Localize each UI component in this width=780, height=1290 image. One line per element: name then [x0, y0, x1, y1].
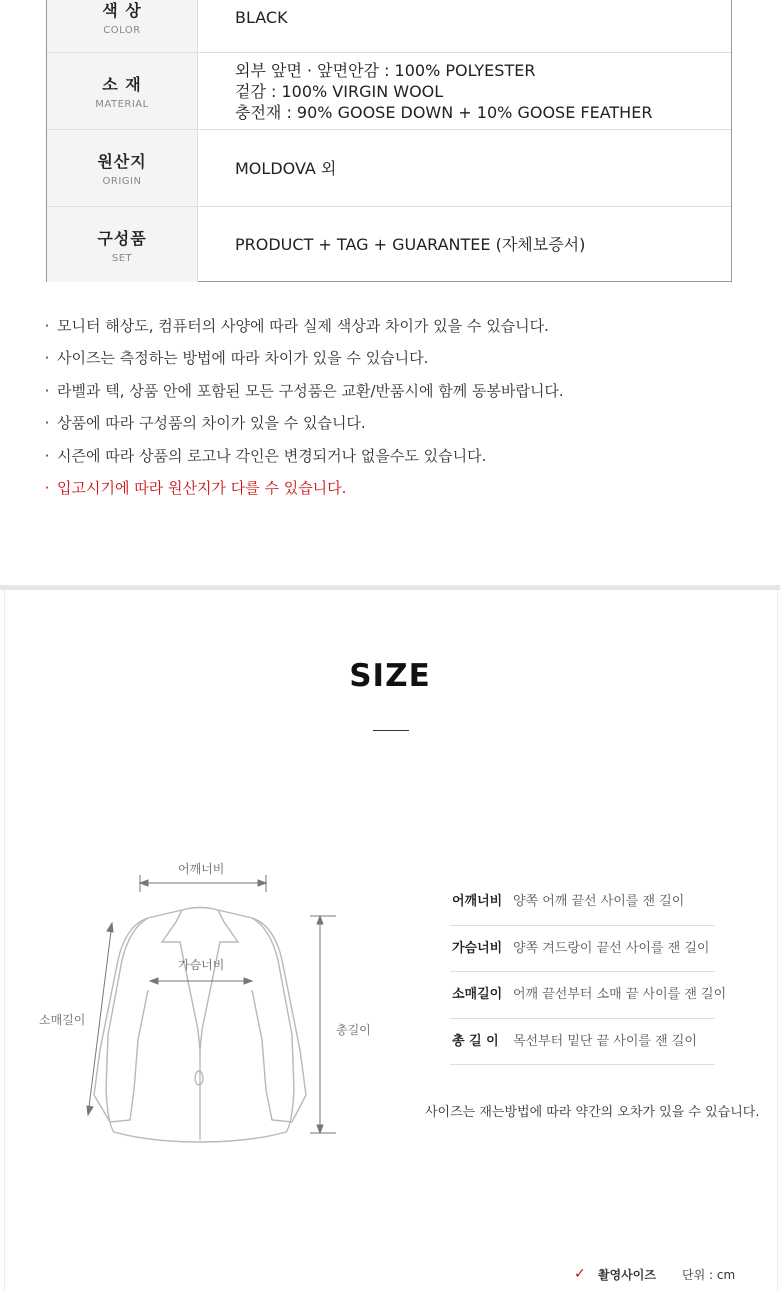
spec-header	[47, 207, 198, 282]
notice-list	[42, 313, 742, 507]
bullet: ·	[44, 446, 50, 465]
spec-value-line: 외부 앞면 · 앞면안감 : 100% POLYESTER	[235, 60, 536, 80]
size-title: SIZE	[349, 658, 431, 694]
spec-value	[235, 130, 721, 206]
legend-term: 어깨너비	[452, 894, 503, 909]
spec-label-en: ORIGIN	[102, 176, 142, 187]
jacket-illustration	[30, 850, 390, 1150]
notice-text: 사이즈는 측정하는 방법에 따라 차이가 있을 수 있습니다.	[57, 349, 429, 368]
bullet: ·	[44, 381, 50, 400]
spec-value	[235, 207, 721, 282]
check-icon: ✓	[574, 1266, 586, 1282]
spec-header	[47, 53, 198, 129]
notice-text: 입고시기에 따라 원산지가 다를 수 있습니다.	[57, 478, 347, 497]
spec-label-en: MATERIAL	[95, 99, 149, 110]
notice-item-highlight	[42, 475, 742, 507]
notice-item	[42, 345, 742, 377]
legend-row	[450, 972, 727, 1019]
size-disclaimer: 사이즈는 재는방법에 따라 약간의 오차가 있을 수 있습니다.	[425, 1105, 760, 1120]
notice-item	[42, 313, 742, 345]
spec-label-ko: 구성품	[97, 228, 147, 248]
spec-header	[47, 130, 198, 206]
notice-text: 상품에 따라 구성품의 차이가 있을 수 있습니다.	[57, 414, 366, 433]
spec-value	[235, 0, 721, 52]
title-underline	[373, 730, 409, 731]
legend-term: 소매길이	[452, 987, 503, 1002]
spec-value-line: PRODUCT + TAG + GUARANTEE (자체보증서)	[235, 235, 586, 254]
spec-row-color	[47, 0, 731, 53]
legend-term: 총 길 이	[452, 1033, 499, 1049]
bullet: ·	[44, 317, 50, 335]
legend-row	[450, 926, 715, 973]
spec-row-set	[47, 207, 731, 282]
bullet: ·	[44, 349, 50, 368]
spec-label-ko: 색 상	[102, 1, 142, 20]
spec-label-en: SET	[111, 252, 133, 264]
spec-row-origin	[47, 130, 731, 207]
photo-size-label: 촬영사이즈	[598, 1268, 656, 1282]
spec-label-en: COLOR	[103, 25, 141, 36]
spec-value-line: BLACK	[235, 7, 288, 27]
notice-text: 시즌에 따라 상품의 로고나 각인은 변경되거나 없을수도 있습니다.	[57, 446, 487, 465]
spec-row-material	[47, 53, 731, 130]
legend-desc: 양쪽 어깨 끝선 사이를 잰 길이	[513, 894, 685, 909]
legend-desc: 양쪽 겨드랑이 끝선 사이를 잰 길이	[513, 940, 710, 956]
measurement-legend	[450, 879, 727, 1065]
legend-row	[450, 879, 715, 926]
spec-value	[235, 53, 721, 129]
label-sleeve: 소매길이	[39, 1013, 86, 1027]
notice-text: 모니터 해상도, 컴퓨터의 사양에 따라 실제 색상과 차이가 있을 수 있습니다.	[57, 317, 549, 335]
notice-item	[42, 410, 742, 442]
spec-label-ko: 소 재	[102, 75, 142, 94]
label-length: 총길이	[336, 1023, 371, 1037]
label-chest: 가슴너비	[178, 958, 225, 972]
product-spec-table	[46, 0, 732, 282]
jacket-measurement-diagram	[30, 850, 390, 1150]
spec-value-line: 충전재 : 90% GOOSE DOWN + 10% GOOSE FEATHER	[235, 102, 653, 122]
notice-text: 라벨과 텍, 상품 안에 포함된 모든 구성품은 교환/반품시에 함께 동봉바랍니다.	[57, 381, 564, 400]
bullet: ·	[44, 478, 50, 497]
label-shoulder: 어깨너비	[178, 862, 225, 876]
spec-header	[47, 0, 198, 52]
legend-term: 가슴너비	[452, 940, 503, 956]
legend-desc: 목선부터 밑단 끝 사이를 잰 길이	[513, 1033, 697, 1049]
legend-row	[450, 1019, 715, 1066]
spec-value-line: 겉감 : 100% VIRGIN WOOL	[235, 81, 444, 101]
legend-desc: 어깨 끝선부터 소매 끝 사이를 잰 길이	[513, 987, 727, 1002]
unit-label: 단위 : cm	[682, 1268, 736, 1282]
notice-item	[42, 378, 742, 410]
notice-item	[42, 443, 742, 475]
spec-label-ko: 원산지	[97, 152, 147, 171]
bullet: ·	[44, 414, 50, 433]
spec-value-line: MOLDOVA 외	[235, 158, 337, 178]
